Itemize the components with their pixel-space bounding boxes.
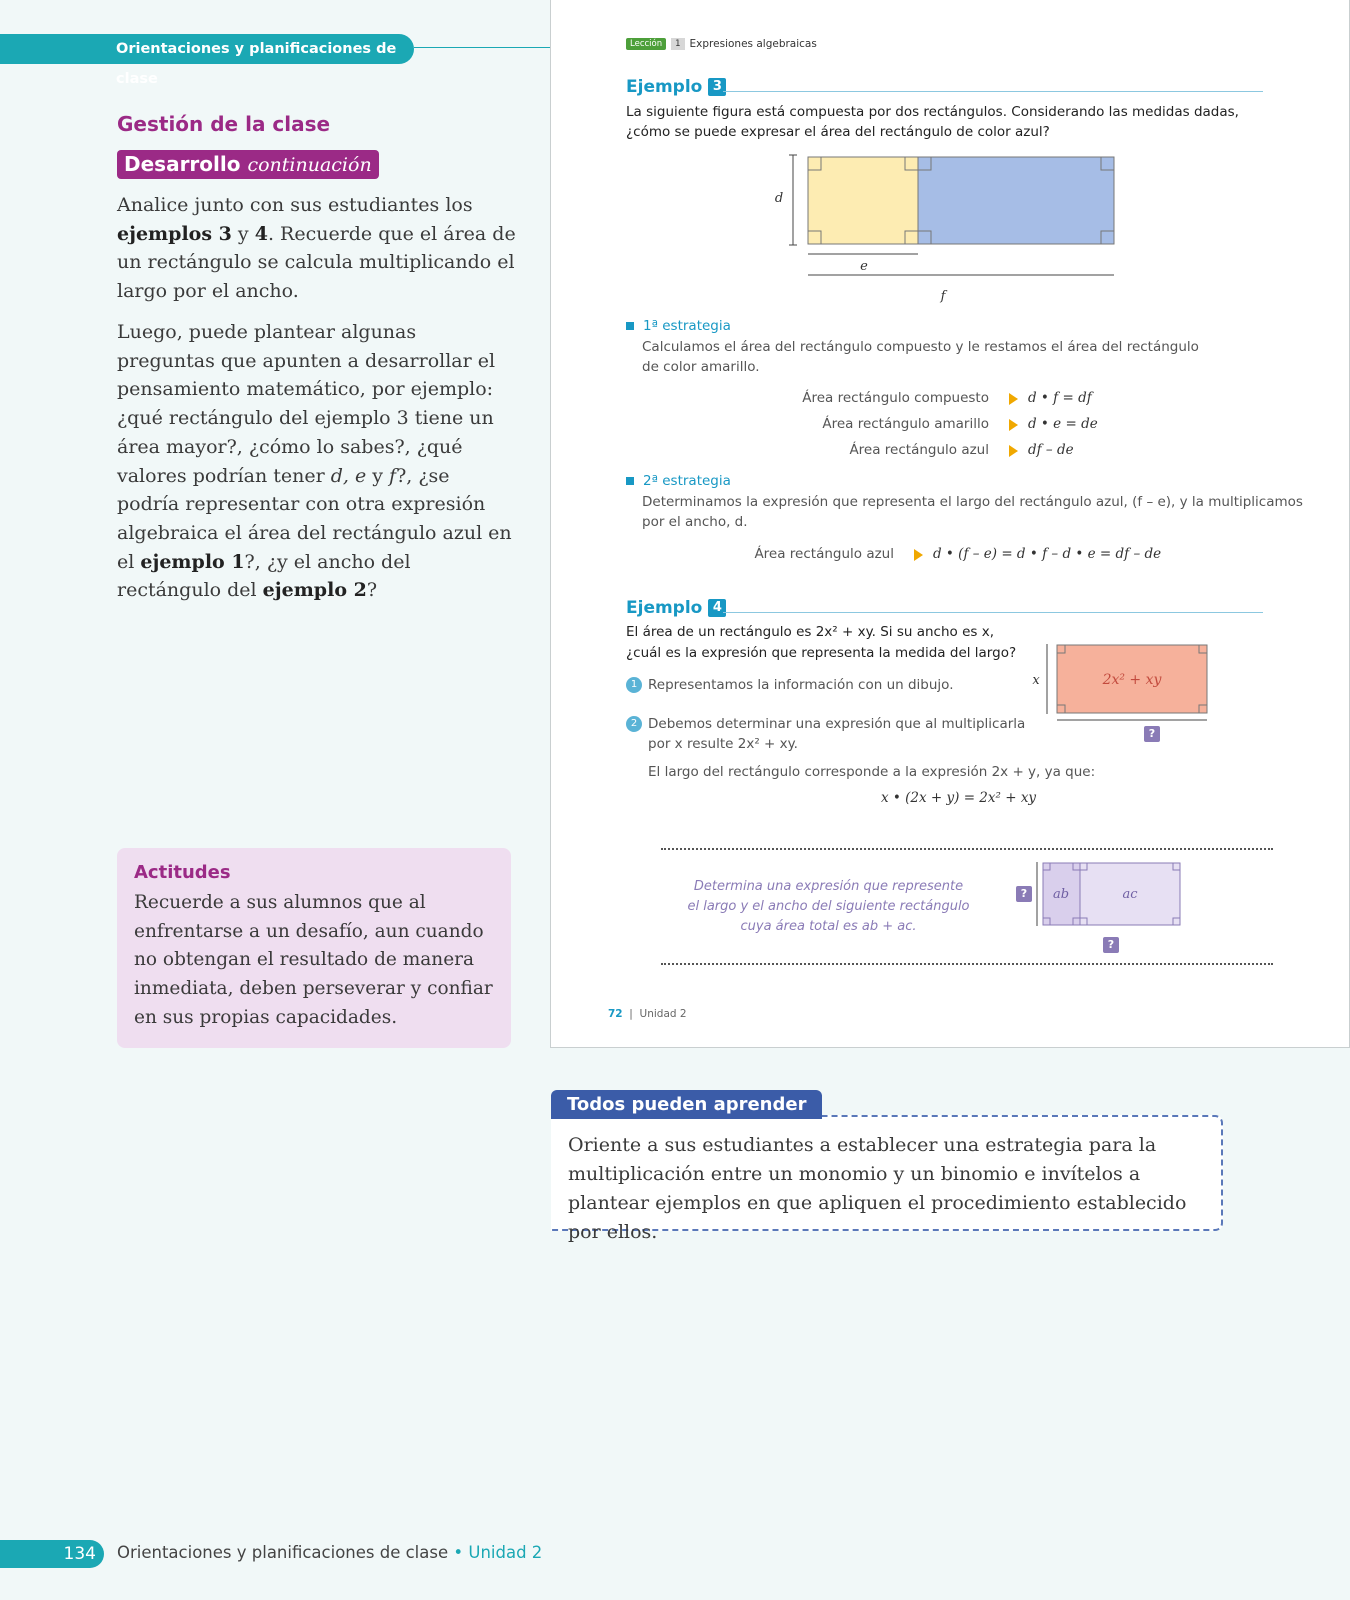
footer-text: Orientaciones y planificaciones de clase • Unidad 2: [117, 1543, 543, 1562]
ejemplo-4-num: 4: [708, 599, 726, 617]
desarrollo-main: Desarrollo: [124, 152, 241, 176]
ejemplo-4-text-1: El área de un rectángulo es 2x² + xy. Si su ancho es x,: [626, 624, 994, 640]
eq-label-amarillo: Área rectángulo amarillo: [822, 416, 989, 432]
cell-ab-label: ab: [1052, 887, 1070, 902]
eq-value-azul: df – de: [1028, 442, 1074, 458]
step-2-num: 2: [626, 716, 642, 732]
ejemplo-3-text-1: La siguiente figura está compuesta por dos rectángulos. Considerando las medidas dadas,: [626, 104, 1239, 120]
strategy-2-text-2: por el ancho, d.: [642, 514, 748, 530]
step-2-text-c: El largo del rectángulo corresponde a la expresión 2x + y, ya que:: [648, 764, 1096, 780]
question-mark-icon: ?: [1103, 937, 1119, 953]
strategy-2-text-1: Determinamos la expresión que representa el largo del rectángulo azul, (f – e), y la multiplicamos: [642, 494, 1303, 510]
ejemplo-4-figure: [1031, 640, 1221, 735]
todos-title: Todos pueden aprender: [551, 1090, 822, 1119]
blue-rect: [918, 157, 1114, 244]
page-footer: 72 | Unidad 2: [608, 1008, 687, 1020]
bullet-square-icon: [626, 322, 634, 330]
yellow-rect: [808, 157, 918, 244]
desarrollo-badge: [117, 150, 379, 179]
section-header-text: Orientaciones y planificaciones de clase: [116, 41, 397, 87]
dim-f-label: f: [940, 289, 946, 304]
actitudes-text: Recuerde a sus alumnos que al enfrentarse a un desafío, aun cuando no obtengan el resultado de manera inmediata, deben perseverar y confiar en sus propias capacidades.: [134, 892, 493, 1028]
ejemplo-4-title: Ejemplo 4: [626, 598, 726, 618]
leccion-tag: Lección: [626, 38, 666, 50]
ejemplo-3-text-2: ¿cómo se puede expresar el área del rectángulo de color azul?: [626, 124, 1050, 140]
arrow-right-icon: [914, 549, 923, 561]
dotted-rule-bottom: [661, 963, 1273, 965]
actitudes-title: Actitudes: [134, 862, 231, 883]
dim-d-label: d: [774, 191, 784, 206]
eq-label-compuesto: Área rectángulo compuesto: [802, 390, 989, 406]
ejemplo-3-num: 3: [708, 78, 726, 96]
gestion-title: Gestión de la clase: [117, 112, 331, 136]
arrow-right-icon: [1009, 419, 1018, 431]
question-mark-icon: ?: [1016, 886, 1032, 902]
section-header: [0, 34, 414, 87]
step-1-num: 1: [626, 677, 642, 693]
arrow-right-icon: [1009, 393, 1018, 405]
header-rule: [414, 47, 550, 48]
rect-area-label: 2x² + xy: [1102, 672, 1162, 688]
actitudes-box: [117, 848, 511, 1048]
todos-box: Oriente a sus estudiantes a establecer una estrategia para la multiplicación entre un monomio y un binomio e invítelos a plantear ejemplos en que apliquen el procedimiento establecido por ellos.: [551, 1115, 1223, 1231]
eq2-value: d • (f – e) = d • f – d • e = df – de: [933, 546, 1162, 562]
ejemplo-3-title: Ejemplo 3: [626, 77, 726, 97]
step-1: 1 Representamos la información con un dibujo.: [626, 675, 954, 695]
step-2-text-b: por x resulte 2x² + xy.: [648, 736, 798, 752]
question-mark-icon: ?: [1144, 726, 1160, 742]
eq-label-azul: Área rectángulo azul: [849, 442, 989, 458]
strategy-1-text-2: de color amarillo.: [642, 359, 760, 375]
cell-ac-label: ac: [1122, 887, 1138, 902]
book-page: [550, 0, 1350, 1048]
eq2-label: Área rectángulo azul: [754, 546, 894, 562]
bullet-square-icon: [626, 477, 634, 485]
strategy-1-title: 1ª estrategia: [626, 318, 731, 334]
ejemplo-4-rule: [723, 612, 1263, 613]
ejemplo-4-text-2: ¿cuál es la expresión que representa la medida del largo?: [626, 645, 1017, 661]
desafio-text: Determina una expresión que represente el largo y el ancho del siguiente rectángulo cuya área total es ab + ac.: [687, 879, 970, 934]
desarrollo-sub: continuación: [247, 154, 372, 176]
strategy-1-text-1: Calculamos el área del rectángulo compuesto y le restamos el área del rectángulo: [642, 339, 1199, 355]
desafio-figure: [1034, 860, 1199, 935]
paragraph-1: Analice junto con sus estudiantes los ejemplos 3 y 4. Recuerde que el área de un rectángulo se calcula multiplicando el largo por el ancho.: [117, 194, 516, 303]
leccion-title: Expresiones algebraicas: [689, 38, 817, 50]
paragraph-2: Luego, puede plantear algunas preguntas que apunten a desarrollar el pensamiento matemático, por ejemplo: ¿qué rectángulo del ejemplo 3 tiene un área mayor?, ¿cómo lo sabes?, ¿qué valores podrían tener d, e y f?, ¿se podría representar con otra expresión algebraica el área del rectángulo azul en el ejemplo 1?, ¿y el ancho del rectángulo del ejemplo 2?: [117, 321, 512, 602]
ejemplo-3-rule: [723, 91, 1263, 92]
ej4-equation: x • (2x + y) = 2x² + xy: [881, 790, 1037, 806]
page-number: 134: [0, 1540, 104, 1568]
dim-x-label: x: [1032, 673, 1040, 688]
dim-e-label: e: [860, 259, 868, 274]
step-2: 2 Debemos determinar una expresión que al multiplicarla: [626, 714, 1025, 734]
leccion-header: [626, 38, 817, 50]
leccion-num: 1: [671, 38, 684, 50]
ejemplo-3-figure: [761, 150, 1131, 310]
eq-value-compuesto: d • f = df: [1028, 390, 1092, 406]
strategy-2-title: 2ª estrategia: [626, 473, 731, 489]
eq-value-amarillo: d • e = de: [1028, 416, 1098, 432]
arrow-right-icon: [1009, 445, 1018, 457]
dotted-rule-top: [661, 848, 1273, 850]
